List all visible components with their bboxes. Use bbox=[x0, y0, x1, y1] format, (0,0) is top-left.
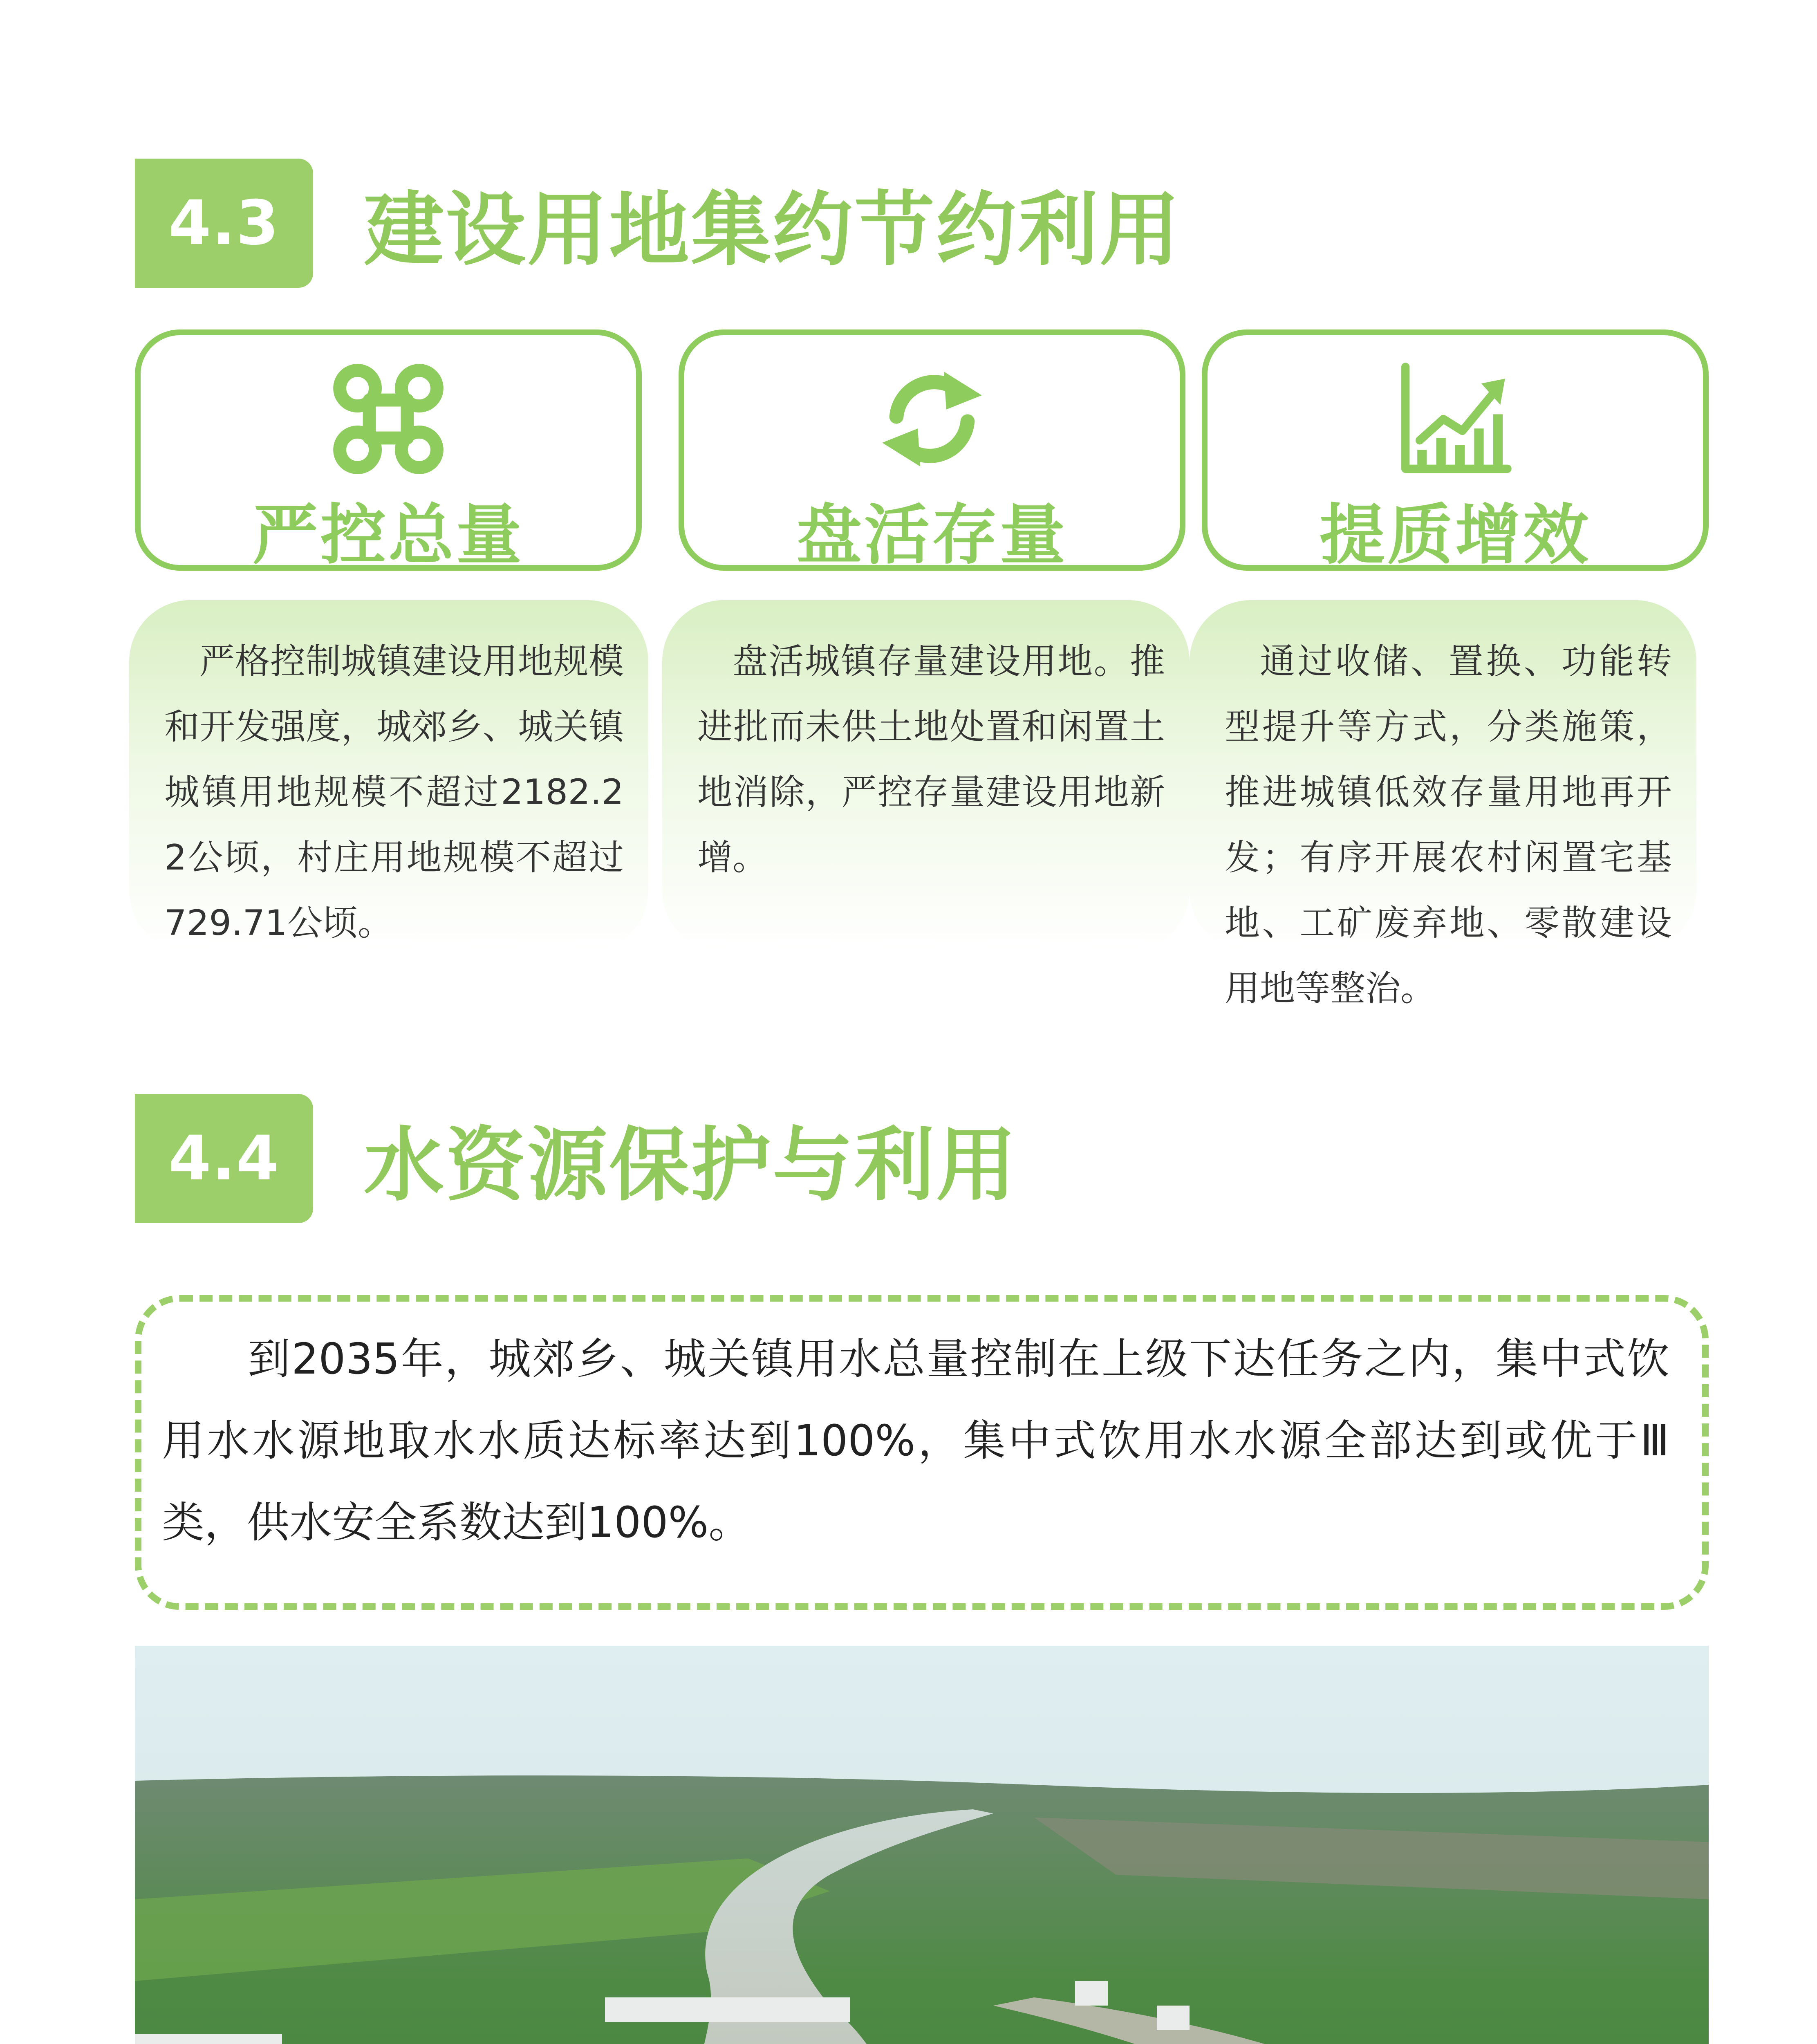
card-revitalize-stock bbox=[679, 329, 1185, 571]
card-title: 提质增效 bbox=[1319, 497, 1591, 573]
water-target-text: 到2035年，城郊乡、城关镇用水总量控制在上级下达任务之内，集中式饮用水水源地取水水质达标率达到100%，集中式饮用水水源全部达到或优于Ⅲ类，供水安全系数达到100%。 bbox=[162, 1334, 1669, 1547]
section-number-badge: 4.3 bbox=[135, 159, 313, 288]
card-strict-control bbox=[135, 329, 642, 571]
card-body bbox=[1190, 600, 1696, 1009]
card-text: 通过收储、置换、功能转型提升等方式，分类施策，推进城镇低效存量用地再开发；有序开展农村闲置宅基地、工矿废弃地、零散建设用地等整治。 bbox=[1225, 641, 1672, 1009]
card-title: 严控总量 bbox=[252, 497, 524, 573]
growth-chart-icon bbox=[1394, 360, 1517, 478]
card-text: 严格控制城镇建设用地规模和开发强度，城郊乡、城关镇城镇用地规模不超过2182.22公顷，村庄用地规模不超过729.71公顷。 bbox=[164, 641, 624, 944]
recycle-arrows-icon bbox=[871, 360, 993, 478]
section-number-badge: 4.4 bbox=[135, 1094, 313, 1223]
card-title: 盘活存量 bbox=[796, 497, 1068, 573]
command-knot-icon bbox=[327, 360, 450, 478]
card-text: 盘活城镇存量建设用地。推进批而未供土地处置和闲置土地消除，严控存量建设用地新增。 bbox=[697, 641, 1165, 878]
section-title: 水资源保护与利用 bbox=[364, 1119, 1018, 1212]
section-title: 建设用地集约节约利用 bbox=[364, 184, 1182, 277]
river-aerial-photo bbox=[135, 1646, 1709, 2044]
card-quality-efficiency bbox=[1202, 329, 1709, 571]
card-body bbox=[662, 600, 1190, 952]
card-body bbox=[129, 600, 648, 952]
water-target-box bbox=[135, 1295, 1709, 1610]
